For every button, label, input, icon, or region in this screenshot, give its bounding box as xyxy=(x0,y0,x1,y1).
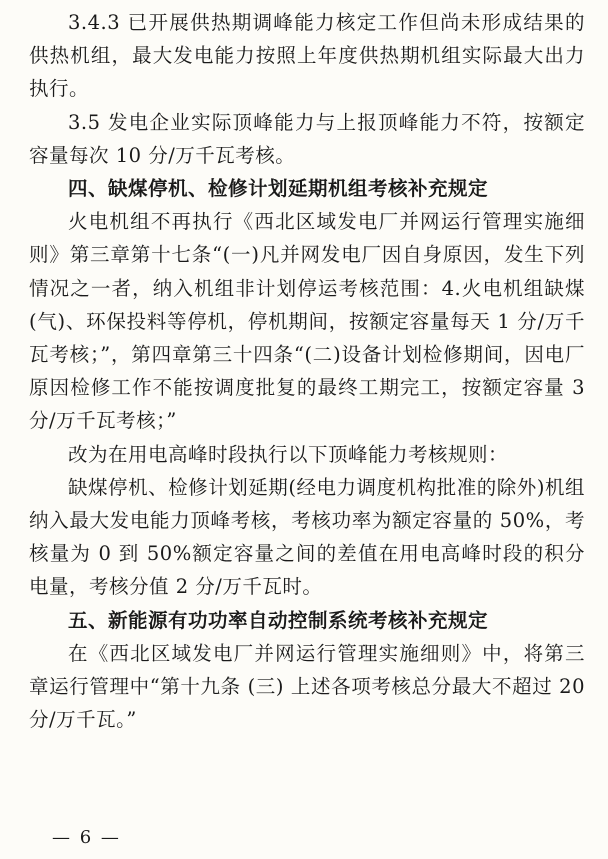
document-body xyxy=(29,6,585,736)
page-number: — 6 — xyxy=(52,827,121,848)
paragraph-3-5: 3.5 发电企业实际顶峰能力与上报顶峰能力不符，按额定容量每次 10 分/万千瓦考核。 xyxy=(29,110,585,167)
paragraph-thermal-units: 火电机组不再执行《西北区域发电厂并网运行管理实施细则》第三章第十七条“(一)凡并网发电厂因自身原因，发生下列情况之一者，纳入机组非计划停运考核范围：4.火电机组缺煤(气)、环保投料等停机，停机期间，按额定容量每天 1 分/万千瓦考核；”，第四章第三十四条“(二)设备计划检修期间，因电厂原因检修工作不能按调度批复的最终工期完工，按额定容量 3 分/万千瓦考核；” xyxy=(29,210,585,433)
paragraph-change-rule: 改为在用电高峰时段执行以下顶峰能力考核规则： xyxy=(68,442,509,466)
paragraph-3-4-3: 3.4.3 已开展供热期调峰能力核定工作但尚未形成结果的供热机组，最大发电能力按照上年度供热期机组实际最大出力执行。 xyxy=(29,11,585,101)
section-heading-4: 四、缺煤停机、检修计划延期机组考核补充规定 xyxy=(68,177,489,201)
paragraph-assessment-rule: 缺煤停机、检修计划延期(经电力调度机构批准的除外)机组纳入最大发电能力顶峰考核，考核功率为额定容量的 50%，考核量为 0 到 50%额定容量之间的差值在用电高峰时段的积分电量，考核分值 2 分/万千瓦时。 xyxy=(29,475,585,599)
paragraph-new-energy: 在《西北区域发电厂并网运行管理实施细则》中，将第三章运行管理中“第十九条 (三) 上述各项考核总分最大不超过 20 分/万千瓦。” xyxy=(29,641,585,732)
section-heading-5: 五、新能源有功功率自动控制系统考核补充规定 xyxy=(68,608,489,632)
